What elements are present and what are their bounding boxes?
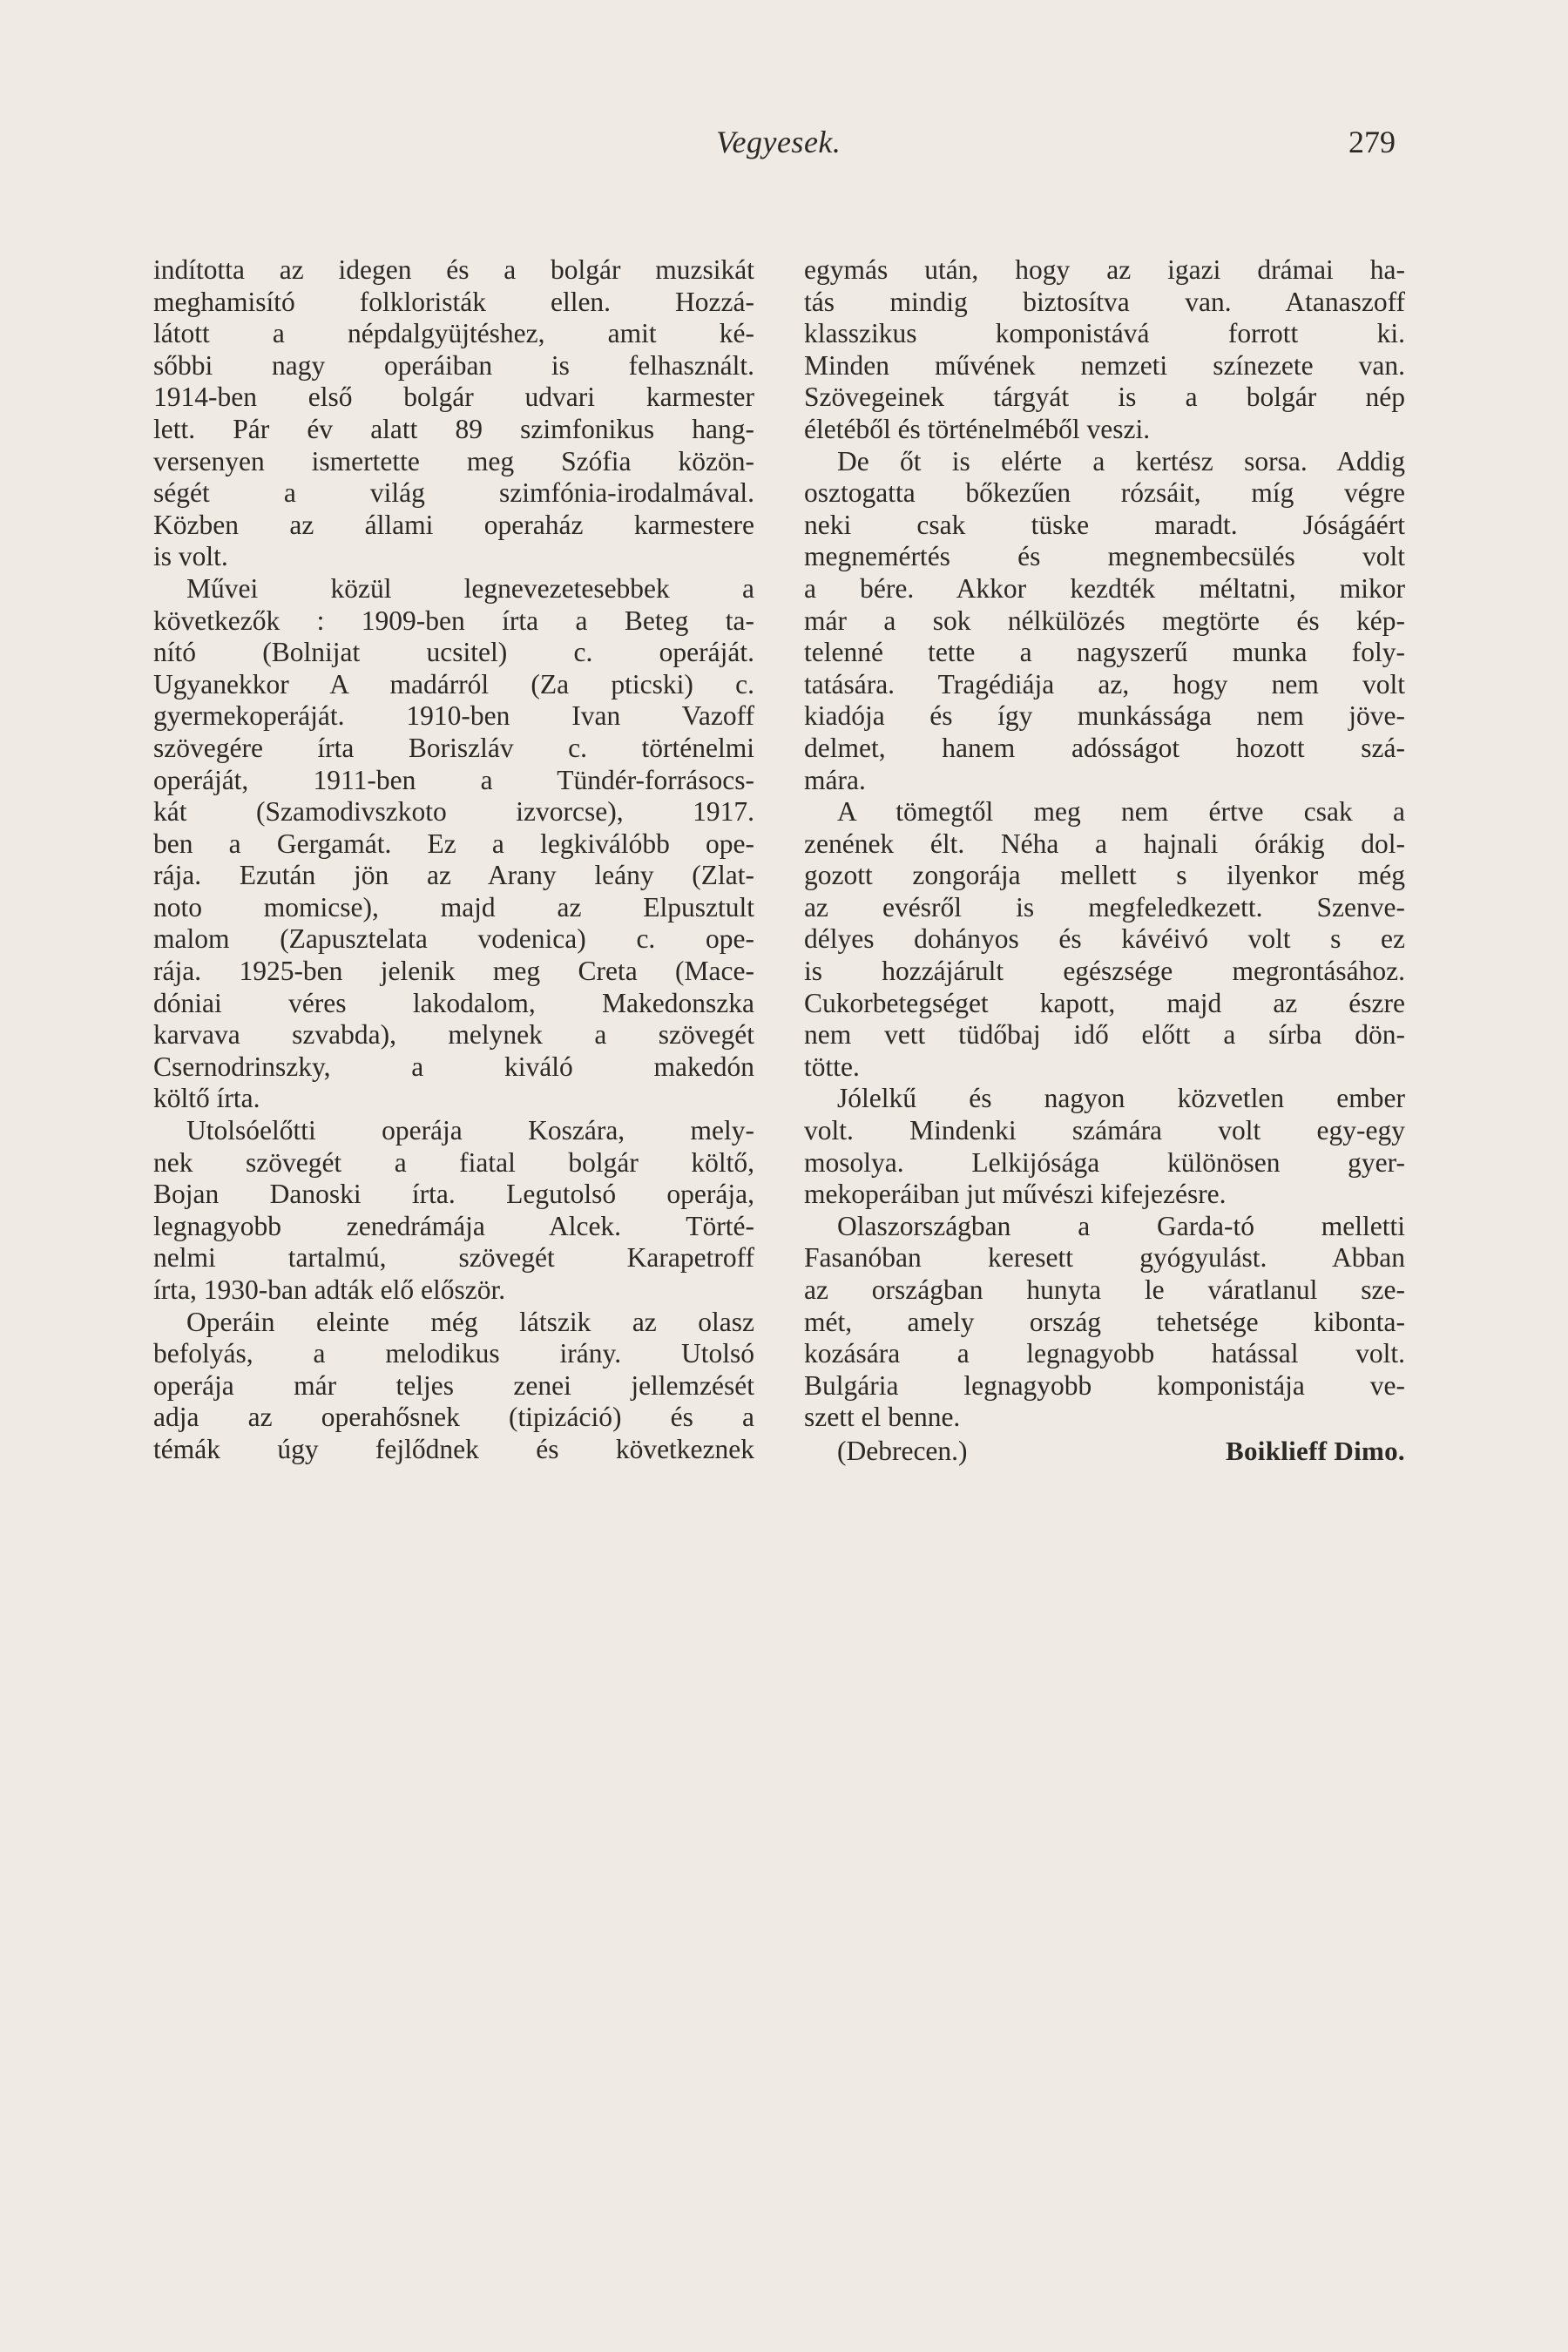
text-line: életéből és történelméből veszi. <box>804 413 1151 444</box>
text-line: indította az idegen és a bolgár muzsikát <box>153 254 754 285</box>
text-line: befolyás, a melodikus irány. Utolsó <box>153 1338 754 1369</box>
signature-place: (Debrecen.) <box>837 1435 968 1466</box>
signature-author: Boiklieff Dimo. <box>1226 1435 1405 1466</box>
text-line: telenné tette a nagyszerű munka foly- <box>804 637 1405 668</box>
text-line: költő írta. <box>153 1083 260 1114</box>
signature <box>804 1436 1405 1468</box>
text-line: De őt is elérte a kertész sorsa. Addig <box>837 445 1405 476</box>
text-line: az evésről is megfeledkezett. Szenve- <box>804 891 1405 923</box>
text-line: szövegére írta Boriszláv c. történelmi <box>153 732 754 763</box>
text-line: nelmi tartalmú, szövegét Karapetroff <box>153 1242 754 1274</box>
text-line: Cukorbetegséget kapott, majd az észre <box>804 987 1405 1018</box>
text-line: nító (Bolnijat ucsitel) c. operáját. <box>153 637 754 668</box>
text-line: A tömegtől meg nem értve csak a <box>837 796 1405 828</box>
text-line: Művei közül legnevezetesebbek a <box>186 572 754 604</box>
text-line: rája. 1925-ben jelenik meg Creta (Mace- <box>153 956 754 987</box>
text-line: szett el benne. <box>804 1402 961 1433</box>
text-line: noto momicse), majd az Elpusztult <box>153 891 754 923</box>
text-line: lett. Pár év alatt 89 szimfonikus hang- <box>153 413 754 444</box>
text-line: Ugyanekkor A madárról (Za pticski) c. <box>153 668 754 700</box>
running-head <box>0 124 1568 176</box>
right-column <box>804 254 1405 1468</box>
text-line: délyes dohányos és kávéivó volt s ez <box>804 923 1405 955</box>
text-line: Utolsóelőtti operája Koszára, mely- <box>186 1115 754 1146</box>
text-line: mosolya. Lelkijósága különösen gyer- <box>804 1146 1405 1178</box>
text-line: a bére. Akkor kezdték méltatni, mikor <box>804 572 1405 604</box>
text-line: versenyen ismertette meg Szófia közön- <box>153 445 754 476</box>
text-line: írta, 1930-ban adták elő először. <box>153 1274 506 1305</box>
text-line: kát (Szamodivszkoto izvorcse), 1917. <box>153 796 754 828</box>
text-line: megnemértés és megnembecsülés volt <box>804 541 1405 572</box>
text-line: delmet, hanem adósságot hozott szá- <box>804 732 1405 763</box>
text-line: operáját, 1911-ben a Tündér-forrásocs- <box>153 764 754 795</box>
text-line: Olaszországban a Garda-tó melletti <box>837 1210 1405 1241</box>
text-line: tás mindig biztosítva van. Atanaszoff <box>804 286 1405 317</box>
text-line: rája. Ezután jön az Arany leány (Zlat- <box>153 860 754 891</box>
text-line: Csernodrinszky, a kiváló makedón <box>153 1051 754 1082</box>
text-line: operája már teljes zenei jellemzését <box>153 1369 754 1401</box>
left-column <box>153 254 754 1466</box>
text-line: klasszikus komponistává forrott ki. <box>804 318 1405 349</box>
text-line: ségét a világ szimfónia-irodalmával. <box>153 477 754 509</box>
text-line: is hozzájárult egészsége megrontásához. <box>804 956 1405 987</box>
text-line: kozására a legnagyobb hatással volt. <box>804 1338 1405 1369</box>
text-line: mára. <box>804 764 866 795</box>
text-line: tötte. <box>804 1051 860 1082</box>
text-line: nek szövegét a fiatal bolgár költő, <box>153 1146 754 1178</box>
text-line: meghamisító folkloristák ellen. Hozzá- <box>153 286 754 317</box>
text-line: zenének élt. Néha a hajnali órákig dol- <box>804 828 1405 859</box>
text-line: osztogatta bőkezűen rózsáit, míg végre <box>804 477 1405 509</box>
section-title: Vegyesek. <box>716 125 841 159</box>
text-line: ben a Gergamát. Ez a legkiválóbb ope- <box>153 828 754 859</box>
text-line: egymás után, hogy az igazi drámai ha- <box>804 254 1405 285</box>
text-line: gozott zongorája mellett s ilyenkor még <box>804 860 1405 891</box>
text-line: Fasanóban keresett gyógyulást. Abban <box>804 1242 1405 1274</box>
text-line: Minden művének nemzeti színezete van. <box>804 349 1405 381</box>
text-line: nem vett tüdőbaj idő előtt a sírba dön- <box>804 1019 1405 1051</box>
text-line: az országban hunyta le váratlanul sze- <box>804 1274 1405 1305</box>
right-column-text <box>804 254 1405 1434</box>
text-line: malom (Zapusztelata vodenica) c. ope- <box>153 923 754 955</box>
text-line: mekoperáiban jut művészi kifejezésre. <box>804 1179 1227 1210</box>
text-line: már a sok nélkülözés megtörte és kép- <box>804 605 1405 636</box>
text-line: adja az operahősnek (tipizáció) és a <box>153 1402 754 1433</box>
text-line: látott a népdalgyüjtéshez, amit ké- <box>153 318 754 349</box>
text-line: Jólelkű és nagyon közvetlen ember <box>837 1083 1405 1114</box>
text-line: legnagyobb zenedrámája Alcek. Törté- <box>153 1210 754 1241</box>
text-line: Bojan Danoski írta. Legutolsó operája, <box>153 1179 754 1210</box>
text-line: Szövegeinek tárgyát is a bolgár nép <box>804 382 1405 413</box>
text-line: tatására. Tragédiája az, hogy nem volt <box>804 668 1405 700</box>
text-line: Bulgária legnagyobb komponistája ve- <box>804 1369 1405 1401</box>
text-line: kiadója és így munkássága nem jöve- <box>804 700 1405 732</box>
text-line: is volt. <box>153 541 228 572</box>
text-line: volt. Mindenki számára volt egy-egy <box>804 1115 1405 1146</box>
text-line: 1914-ben első bolgár udvari karmester <box>153 382 754 413</box>
text-line: karvava szvabda), melynek a szövegét <box>153 1019 754 1051</box>
text-line: következők : 1909-ben írta a Beteg ta- <box>153 605 754 636</box>
text-line: dóniai véres lakodalom, Makedonszka <box>153 987 754 1018</box>
text-line: Operáin eleinte még látszik az olasz <box>186 1306 754 1337</box>
text-line: témák úgy fejlődnek és következnek <box>153 1433 754 1464</box>
page-number: 279 <box>1348 125 1396 159</box>
text-line: Közben az állami operaház karmestere <box>153 509 754 540</box>
text-line: mét, amely ország tehetsége kibonta- <box>804 1306 1405 1337</box>
text-line: sőbbi nagy operáiban is felhasznált. <box>153 349 754 381</box>
text-line: neki csak tüske maradt. Jóságáért <box>804 509 1405 540</box>
text-line: gyermekoperáját. 1910-ben Ivan Vazoff <box>153 700 754 732</box>
